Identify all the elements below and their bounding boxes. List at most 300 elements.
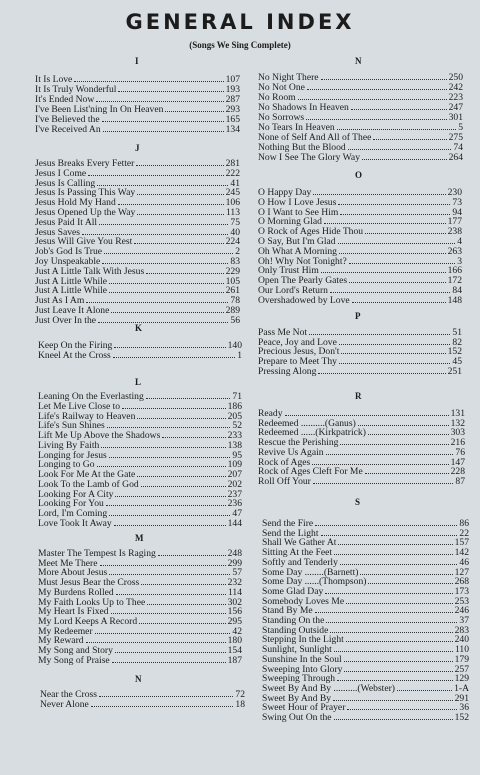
dot-leader bbox=[333, 700, 453, 701]
song-title: My Song and Story bbox=[38, 645, 113, 656]
dot-leader bbox=[114, 525, 226, 526]
page-number: 165 bbox=[225, 114, 240, 126]
song-title: I've Received An bbox=[35, 124, 101, 136]
dot-leader bbox=[109, 283, 224, 284]
song-title: Peace, Joy and Love bbox=[258, 336, 337, 348]
page-number: 131 bbox=[450, 408, 465, 419]
dot-leader bbox=[88, 175, 223, 176]
song-title: Redeemed ..........(Ganus) bbox=[258, 417, 356, 429]
page-number: 152 bbox=[447, 346, 462, 358]
dot-leader bbox=[351, 109, 447, 110]
song-title: Sweet By And By bbox=[262, 692, 332, 704]
dot-leader bbox=[338, 544, 452, 545]
song-title: Just Over In the bbox=[35, 314, 97, 326]
song-title: Just A Little While bbox=[35, 275, 108, 287]
song-title: Oh! Why Not Tonight? bbox=[258, 255, 347, 267]
page-number: 224 bbox=[225, 236, 240, 248]
page-number: 138 bbox=[227, 439, 242, 451]
dot-leader bbox=[74, 81, 223, 82]
dot-leader bbox=[285, 415, 449, 416]
dot-leader bbox=[82, 234, 228, 235]
dot-leader bbox=[368, 434, 449, 435]
dot-leader bbox=[134, 243, 223, 244]
dot-leader bbox=[360, 574, 452, 575]
dot-leader bbox=[340, 214, 450, 215]
song-title: Life's Sun Shines bbox=[38, 420, 105, 432]
song-title: Jesus Is Passing This Way bbox=[35, 187, 136, 199]
page-number: 74 bbox=[453, 142, 463, 154]
page-number: 52 bbox=[232, 420, 242, 432]
page-number: 106 bbox=[225, 197, 240, 209]
song-title: Send the Fire bbox=[262, 518, 314, 529]
page-number: 57 bbox=[232, 567, 242, 579]
song-title: Roll Off Your bbox=[258, 475, 311, 487]
song-title: No Sorrows bbox=[258, 112, 305, 124]
song-title: Rock of Ages bbox=[258, 456, 311, 468]
page-number: 110 bbox=[454, 644, 469, 656]
page-number: 172 bbox=[447, 275, 462, 287]
page-number: 250 bbox=[448, 72, 463, 83]
page-number: 287 bbox=[225, 94, 240, 106]
section-letter: S bbox=[355, 497, 361, 507]
index-entry bbox=[40, 699, 245, 710]
page-number: 237 bbox=[227, 488, 242, 500]
section-letter: P bbox=[355, 311, 361, 321]
page-number: 127 bbox=[454, 566, 469, 578]
page-number: 302 bbox=[227, 596, 242, 608]
page-number: 238 bbox=[447, 226, 462, 238]
song-title: Our Lord's Return bbox=[258, 285, 328, 296]
song-title: Jesus Is Calling bbox=[35, 177, 96, 189]
song-title: My Faith Looks Up to Thee bbox=[38, 596, 146, 608]
song-title: Just A Little While bbox=[35, 285, 108, 297]
song-title: It's Ended Now bbox=[35, 94, 95, 106]
song-title: Only Trust Him bbox=[258, 265, 319, 277]
page-number: 22 bbox=[459, 527, 469, 539]
dot-leader bbox=[99, 224, 228, 225]
song-title: Jesus Hold My Hand bbox=[35, 197, 116, 209]
song-title: Jesus Paid It All bbox=[35, 216, 98, 228]
page-number: 173 bbox=[454, 585, 469, 597]
page-number: 301 bbox=[448, 112, 463, 124]
page-number: 245 bbox=[225, 187, 240, 199]
section-letter: R bbox=[355, 391, 362, 401]
page-number: 41 bbox=[230, 177, 240, 189]
dot-leader bbox=[147, 604, 225, 605]
song-title: Never Alone bbox=[40, 699, 89, 710]
song-title: Stand By Me bbox=[262, 605, 313, 617]
song-title: My Song of Praise bbox=[38, 654, 110, 666]
song-title: Just Leave It Alone bbox=[35, 305, 110, 316]
song-title: Kneel At the Cross bbox=[38, 350, 111, 362]
dot-leader bbox=[358, 425, 449, 426]
song-title: Somebody Loves Me bbox=[262, 595, 345, 607]
song-title: Living By Faith bbox=[38, 439, 100, 451]
index-entry bbox=[258, 295, 462, 306]
dot-leader bbox=[298, 99, 447, 100]
song-title: None of Self And All of Thee bbox=[258, 132, 372, 144]
dot-leader bbox=[158, 555, 226, 556]
section-letter: N bbox=[135, 674, 142, 684]
page-number: 142 bbox=[454, 547, 469, 559]
dot-leader bbox=[109, 515, 230, 516]
song-title: Just A Little Talk With Jesus bbox=[35, 265, 145, 277]
song-title: No Shadows In Heaven bbox=[258, 102, 349, 114]
song-title: Sweet Hour of Prayer bbox=[262, 702, 346, 714]
index-entry bbox=[35, 124, 240, 135]
page-number: 283 bbox=[454, 624, 469, 636]
song-title: I've Been List'ning In On Heaven bbox=[35, 104, 164, 116]
dot-leader bbox=[337, 680, 453, 681]
page-number: 240 bbox=[454, 634, 469, 646]
dot-leader bbox=[114, 347, 225, 348]
dot-leader bbox=[313, 483, 454, 484]
page-number: 1-A bbox=[454, 682, 469, 694]
song-title: Stepping In the Light bbox=[262, 634, 344, 646]
dot-leader bbox=[106, 505, 226, 506]
page-number: 268 bbox=[454, 576, 469, 588]
page-number: 40 bbox=[230, 226, 240, 238]
song-title: Jesus Opened Up the Way bbox=[35, 207, 136, 218]
dot-leader bbox=[111, 613, 226, 614]
page-number: 72 bbox=[235, 689, 245, 700]
dot-leader bbox=[115, 496, 225, 497]
dot-leader bbox=[109, 457, 231, 458]
index-entry bbox=[258, 152, 463, 163]
page-number: 242 bbox=[448, 82, 463, 94]
dot-leader bbox=[326, 622, 457, 623]
song-title: Keep On the Firing bbox=[38, 340, 113, 351]
dot-leader bbox=[96, 101, 223, 102]
page-number: 295 bbox=[227, 615, 242, 627]
page-number: 94 bbox=[452, 206, 462, 218]
dot-leader bbox=[340, 444, 448, 445]
song-title: Some Day ......(Thompson) bbox=[262, 576, 367, 588]
page-number: 180 bbox=[227, 635, 242, 647]
dot-leader bbox=[102, 121, 224, 122]
song-title: Jesus I Come bbox=[35, 167, 87, 179]
dot-leader bbox=[98, 322, 228, 323]
page-number: 46 bbox=[459, 556, 469, 568]
song-title: Let Me Live Close to bbox=[38, 400, 121, 412]
page-number: 275 bbox=[448, 132, 463, 144]
page-number: 3 bbox=[457, 255, 462, 267]
song-title: Now I See The Glory Way bbox=[258, 152, 360, 164]
dot-leader bbox=[137, 214, 224, 215]
song-title: Lord, I'm Coming bbox=[38, 508, 108, 519]
dot-leader bbox=[136, 165, 223, 166]
song-title: Sweet By And By ..........(Webster) bbox=[262, 682, 395, 694]
page-number: 248 bbox=[227, 548, 242, 559]
page-number: 45 bbox=[452, 356, 462, 368]
page-number: 113 bbox=[225, 207, 240, 218]
dot-leader bbox=[103, 131, 224, 132]
page-number: 37 bbox=[459, 615, 469, 626]
page-number: 303 bbox=[450, 427, 465, 439]
page-number: 4 bbox=[457, 236, 462, 247]
page-number: 264 bbox=[448, 152, 463, 164]
page-number: 236 bbox=[227, 498, 242, 510]
song-title: Jesus Breaks Every Fetter bbox=[35, 158, 135, 169]
song-title: No Tears In Heaven bbox=[258, 122, 335, 134]
page-number: 105 bbox=[225, 275, 240, 287]
song-title: Shall We Gather At bbox=[262, 537, 337, 549]
page-number: 132 bbox=[450, 417, 465, 429]
song-title: Ready bbox=[258, 408, 283, 419]
dot-leader bbox=[95, 633, 231, 634]
song-title: Sitting At the Feet bbox=[262, 547, 333, 559]
dot-leader bbox=[141, 584, 225, 585]
song-title: Life's Railway to Heaven bbox=[38, 410, 136, 422]
page-number: 187 bbox=[227, 654, 242, 666]
dot-leader bbox=[315, 525, 457, 526]
page-number: 154 bbox=[227, 645, 242, 656]
dot-leader bbox=[368, 583, 452, 584]
index-entry bbox=[258, 476, 465, 487]
page-number: 76 bbox=[455, 446, 465, 458]
song-title: Joy Unspeakable bbox=[35, 256, 101, 267]
page-number: 261 bbox=[225, 285, 240, 297]
dot-leader bbox=[116, 594, 226, 595]
section-letter: I bbox=[135, 56, 139, 66]
song-title: My Burdens Rolled bbox=[38, 586, 114, 598]
dot-leader bbox=[346, 641, 453, 642]
page-number: 95 bbox=[232, 449, 242, 461]
page-number: 223 bbox=[448, 92, 463, 104]
dot-leader bbox=[324, 223, 446, 224]
song-title: Longing for Jesus bbox=[38, 449, 107, 461]
song-title: Swing Out On the bbox=[262, 712, 332, 723]
song-title: Revive Us Again bbox=[258, 446, 324, 458]
dot-leader bbox=[102, 263, 228, 264]
page-number: 229 bbox=[225, 265, 240, 277]
song-title: Oh What A Morning bbox=[258, 245, 337, 257]
dot-leader bbox=[362, 159, 447, 160]
index-entry bbox=[38, 655, 242, 666]
dot-leader bbox=[307, 89, 447, 90]
dot-leader bbox=[113, 357, 235, 358]
page-number: 73 bbox=[452, 196, 462, 208]
dot-leader bbox=[337, 129, 457, 130]
dot-leader bbox=[91, 706, 234, 707]
page-number: 1 bbox=[237, 350, 242, 362]
page-number: 207 bbox=[227, 469, 242, 480]
song-title: My Redeemer bbox=[38, 625, 93, 637]
dot-leader bbox=[122, 408, 226, 409]
dot-leader bbox=[346, 603, 453, 604]
dot-leader bbox=[365, 473, 449, 474]
dot-leader bbox=[339, 344, 451, 345]
dot-leader bbox=[365, 233, 446, 234]
dot-leader bbox=[137, 418, 225, 419]
page-number: 144 bbox=[227, 517, 242, 529]
dot-leader bbox=[309, 334, 450, 335]
song-title: Meet Me There bbox=[38, 557, 98, 569]
page-number: 281 bbox=[225, 158, 240, 169]
dot-leader bbox=[146, 273, 223, 274]
page-number: 232 bbox=[227, 577, 242, 589]
page-number: 230 bbox=[447, 187, 462, 198]
dot-leader bbox=[373, 139, 446, 140]
index-entry bbox=[38, 518, 242, 529]
page-number: 157 bbox=[454, 537, 469, 549]
index-entry bbox=[262, 712, 469, 723]
page-number: 246 bbox=[454, 605, 469, 617]
dot-leader bbox=[118, 91, 223, 92]
song-title: Looking For A City bbox=[38, 488, 114, 500]
song-title: O I Want to See Him bbox=[258, 206, 339, 218]
song-title: Standing On the bbox=[262, 615, 325, 626]
page-number: 253 bbox=[454, 595, 469, 607]
page-number: 51 bbox=[452, 327, 462, 338]
page-number: 83 bbox=[230, 256, 240, 267]
page-number: 216 bbox=[450, 437, 465, 449]
dot-leader bbox=[330, 292, 450, 293]
page-number: 134 bbox=[225, 124, 240, 136]
dot-leader bbox=[165, 111, 223, 112]
song-title: Looking For You bbox=[38, 498, 104, 510]
page-number: 263 bbox=[447, 245, 462, 257]
section-letter: L bbox=[135, 377, 142, 387]
song-title: Some Day ........(Barnett) bbox=[262, 566, 359, 578]
song-title: Overshadowed by Love bbox=[258, 294, 350, 306]
dot-leader bbox=[306, 119, 447, 120]
page-number: 56 bbox=[230, 314, 240, 326]
dot-leader bbox=[325, 593, 452, 594]
song-title: Rock of Ages Cleft For Me bbox=[258, 466, 363, 478]
page-number: 84 bbox=[452, 285, 462, 296]
section-letter: O bbox=[355, 170, 363, 180]
page-number: 193 bbox=[225, 84, 240, 96]
page-title: GENERAL INDEX bbox=[125, 10, 355, 34]
song-title: Pass Me Not bbox=[258, 327, 308, 338]
page-number: 82 bbox=[452, 336, 462, 348]
page-number: 299 bbox=[227, 557, 242, 569]
song-title: Nothing But the Blood bbox=[258, 142, 346, 154]
song-title: Redeemed ......(Kirkpatrick) bbox=[258, 427, 366, 439]
page-number: 2 bbox=[235, 246, 240, 258]
index-entry bbox=[258, 366, 462, 377]
dot-leader bbox=[321, 79, 447, 80]
song-title: Sweeping Through bbox=[262, 673, 336, 685]
song-title: Pressing Along bbox=[258, 365, 317, 377]
dot-leader bbox=[86, 302, 228, 303]
song-title: O Happy Day bbox=[258, 187, 312, 198]
page-number: 18 bbox=[235, 699, 245, 710]
song-title: Prepare to Meet Thy bbox=[258, 356, 337, 368]
song-title: Send the Light bbox=[262, 527, 319, 539]
dot-leader bbox=[86, 642, 226, 643]
page-number: 179 bbox=[454, 653, 469, 665]
page-number: 251 bbox=[447, 365, 462, 377]
page-number: 291 bbox=[454, 692, 469, 704]
page-number: 42 bbox=[232, 625, 242, 637]
song-title: My Reward bbox=[38, 635, 84, 647]
page-number: 47 bbox=[232, 508, 242, 519]
dot-leader bbox=[146, 398, 231, 399]
dot-leader bbox=[397, 690, 452, 691]
song-title: O Say, But I'm Glad bbox=[258, 236, 336, 247]
page-number: 228 bbox=[450, 466, 465, 478]
dot-leader bbox=[137, 194, 223, 195]
page-number: 5 bbox=[458, 122, 463, 134]
dot-leader bbox=[104, 253, 233, 254]
song-title: Longing to Go bbox=[38, 459, 95, 471]
song-title: My Lord Keeps A Record bbox=[38, 615, 138, 627]
dot-leader bbox=[139, 623, 225, 624]
page-subtitle: (Songs We Sing Complete) bbox=[189, 40, 291, 50]
page-number: 166 bbox=[447, 265, 462, 277]
song-title: My Heart Is Fixed bbox=[38, 606, 109, 618]
song-title: Near the Cross bbox=[40, 689, 98, 700]
dot-leader bbox=[338, 204, 450, 205]
dot-leader bbox=[334, 719, 453, 720]
dot-leader bbox=[340, 564, 458, 565]
page-number: 109 bbox=[227, 459, 242, 471]
page-number: 247 bbox=[448, 102, 463, 114]
page-number: 114 bbox=[227, 586, 242, 598]
page-number: 202 bbox=[227, 478, 242, 490]
dot-leader bbox=[97, 466, 226, 467]
section-letter: M bbox=[135, 533, 144, 543]
dot-leader bbox=[97, 185, 228, 186]
dot-leader bbox=[326, 454, 454, 455]
song-title: Must Jesus Bear the Cross bbox=[38, 577, 140, 589]
page-number: 257 bbox=[454, 663, 469, 675]
page-number: 148 bbox=[447, 294, 462, 306]
dot-leader bbox=[344, 671, 452, 672]
page-number: 129 bbox=[454, 673, 469, 685]
page-number: 147 bbox=[450, 456, 465, 468]
song-title: Look To the Lamb of God bbox=[38, 478, 139, 490]
dot-leader bbox=[109, 292, 224, 293]
page-number: 186 bbox=[227, 400, 242, 412]
dot-leader bbox=[338, 243, 456, 244]
dot-leader bbox=[318, 373, 445, 374]
dot-leader bbox=[341, 353, 445, 354]
dot-leader bbox=[344, 661, 453, 662]
song-title: O Rock of Ages Hide Thou bbox=[258, 226, 364, 238]
dot-leader bbox=[334, 651, 453, 652]
dot-leader bbox=[330, 632, 452, 633]
page-number: 107 bbox=[225, 74, 240, 85]
dot-leader bbox=[101, 447, 225, 448]
song-title: Just As I Am bbox=[35, 295, 85, 307]
song-title: More About Jesus bbox=[38, 567, 108, 579]
song-title: Sunlight, Sunlight bbox=[262, 644, 332, 656]
page-number: 86 bbox=[459, 518, 469, 529]
song-title: Open The Pearly Gates bbox=[258, 275, 348, 287]
page-number: 140 bbox=[227, 340, 242, 351]
dot-leader bbox=[99, 696, 233, 697]
dot-leader bbox=[321, 535, 458, 536]
index-entry bbox=[38, 350, 242, 361]
dot-leader bbox=[162, 437, 225, 438]
song-title: Sunshine In the Soul bbox=[262, 653, 342, 665]
page-number: 75 bbox=[230, 216, 240, 228]
dot-leader bbox=[334, 554, 453, 555]
dot-leader bbox=[100, 565, 226, 566]
song-title: It Is Truly Wonderful bbox=[35, 84, 117, 96]
page-number: 71 bbox=[232, 391, 242, 402]
dot-leader bbox=[352, 302, 446, 303]
song-title: Sweeping Into Glory bbox=[262, 663, 343, 675]
section-letter: K bbox=[135, 323, 143, 333]
page-number: 293 bbox=[225, 104, 240, 116]
song-title: No Room bbox=[258, 92, 296, 104]
dot-leader bbox=[111, 312, 223, 313]
song-title: Jesus Will Give You Rest bbox=[35, 236, 133, 248]
